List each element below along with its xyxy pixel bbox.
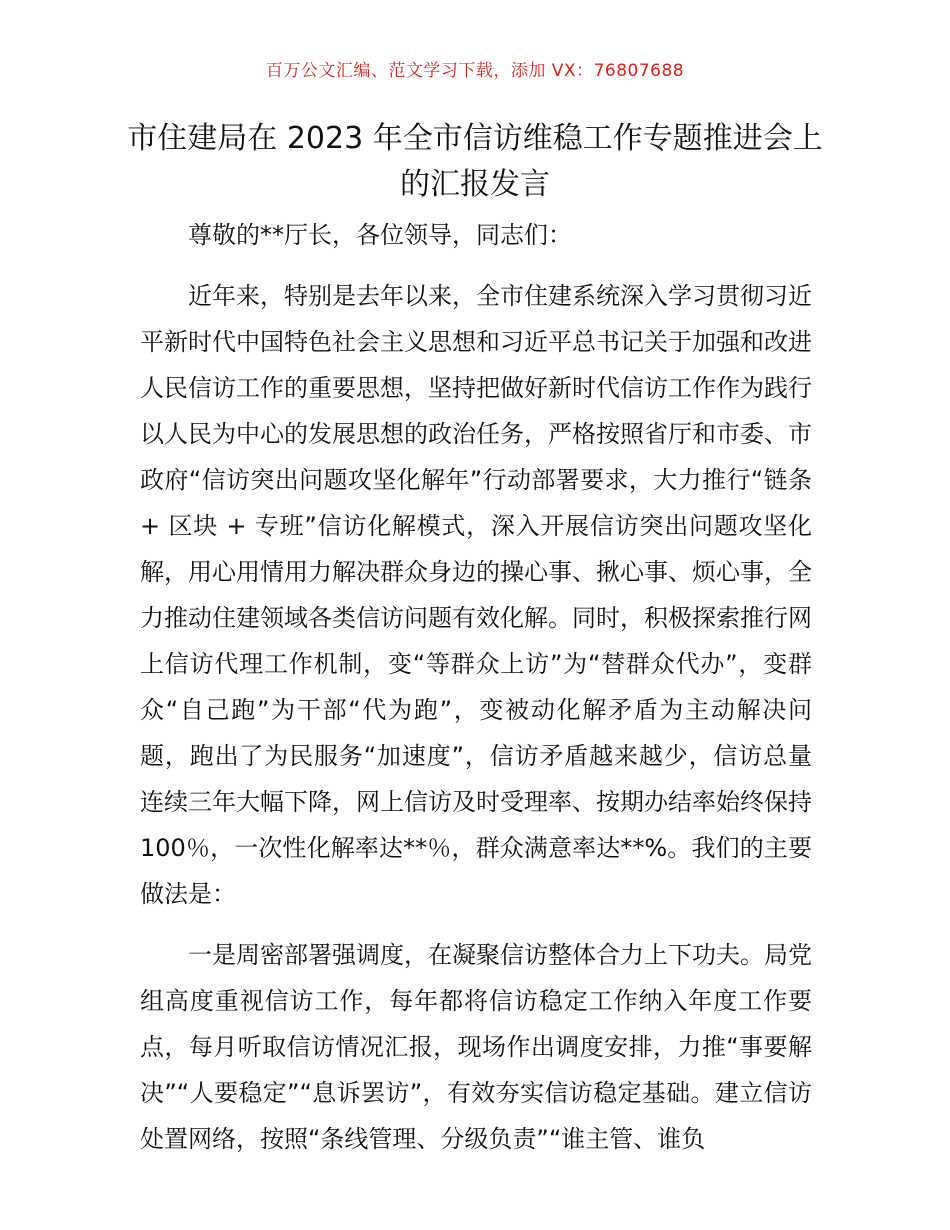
body-paragraph: 近年来，特别是去年以来，全市住建系统深入学习贯彻习近平新时代中国特色社会主义思想和习近平总书记关于加强和改进人民信访工作的重要思想，坚持把做好新时代信访工作作为践行以人民为中心的发展思想的政治任务，严格按照省厅和市委、市政府“信访突出问题攻坚化解年”行动部署要求，大力推行“链条 + 区块 + 专班”信访化解模式，深入开展信访突出问题攻坚化解，用心用情用力解决群众身边的操心事、揪心事、烦心事，全力推动住建领域各类信访问题有效化解。同时，积极探索推行网上信访代理工作机制，变“等群众上访”为“替群众代办”，变群众“自己跑”为干部“代为跑”，变被动化解矛盾为主动解决问题，跑出了为民服务“加速度”，信访矛盾越来越少，信访总量连续三年大幅下降，网上信访及时受理率、按期办结率始终保持 100％，一次性化解率达**％，群众满意率达**%。我们的主要做法是： bbox=[140, 282, 812, 908]
watermark-banner: 百万公文汇编、范文学习下载，添加 VX：76807688 bbox=[265, 61, 685, 81]
document-body bbox=[140, 212, 812, 1177]
salutation: 尊敬的**厅长，各位领导，同志们： bbox=[188, 221, 572, 249]
body-paragraph: 一是周密部署强调度，在凝聚信访整体合力上下功夫。局党组高度重视信访工作，每年都将信访稳定工作纳入年度工作要点，每月听取信访情况汇报，现场作出调度安排，力推“事要解决”“人要稳定”“息诉罢访”，有效夯实信访稳定基础。建立信访处置网络，按照“条线管理、分级负责”“谁主管、谁负 bbox=[140, 941, 812, 1153]
document-title: 市住建局在 2023 年全市信访维稳工作专题推进会上的汇报发言 bbox=[127, 121, 823, 202]
